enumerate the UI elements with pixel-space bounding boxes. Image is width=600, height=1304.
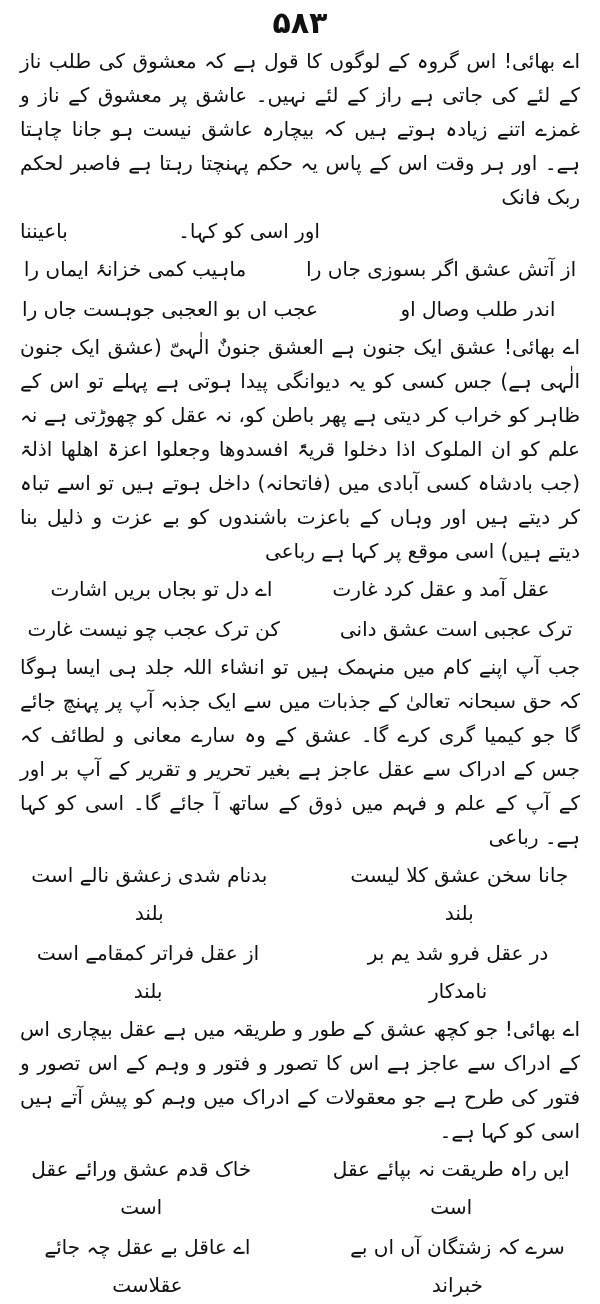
- poem-intro: اور اسی کو کہا۔: [178, 219, 320, 243]
- verse-line: [20, 1228, 580, 1304]
- verse-left-hemistich: خاک قدم عشق ورائے عقل است: [31, 1157, 252, 1219]
- verse-left-hemistich: کن ترک عجب چو نیست غارت: [27, 617, 280, 641]
- verse-line: [20, 1150, 580, 1226]
- verse-left-hemistich: عجب اں بو العجبی جوہست جاں را: [22, 297, 318, 321]
- verse-line: [20, 856, 580, 932]
- verse-left-hemistich: بدنام شدی زعشق نالے است بلند: [31, 863, 268, 925]
- verse-right-hemistich: جانا سخن عشق کلا لیست بلند: [350, 863, 569, 925]
- verse-right-hemistich: عقل آمد و عقل کرد غارت: [332, 577, 550, 601]
- paragraph: جب آپ اپنے کام میں منہمک ہیں تو انشاء اللہ جلد ہی ایسا ہوگا کہ حق سبحانہ تعالیٰ کے جذبات میں سے ایک جذبہ آپ پر پہنچ جائے گا جو کیمیا گری کرے گا۔ عشق کے وہ سارے معانی و لطائف کہ جس کے ادراک سے عقل عاجز ہے بغیر تحریر و تقریر کے آپ بر اور کے آپ کے علم و فہم میں ذوق کے ساتھ آ جائے گا۔ اسی کو کہا ہے۔ رباعی: [20, 655, 580, 849]
- quran-phrase-end: باعیننا: [20, 219, 68, 243]
- verse-right-hemistich: ترک عجبی است عشق دانی: [339, 617, 573, 641]
- page-text: [20, 44, 580, 1304]
- verse-right-hemistich: اندر طلب وصال او: [400, 297, 556, 321]
- verse-line: [20, 610, 580, 648]
- verse-left-hemistich: اے عاقل بے عقل چہ جائے عقلاست: [44, 1235, 251, 1297]
- paragraph-continuation: [20, 214, 580, 248]
- paragraph: اے بھائی! عشق ایک جنون ہے العشق جنونٌ الٰہیّ (عشق ایک جنون الٰہی ہے) جس کسی کو یہ دیوانگی پیدا ہوتی ہے پہلے تو اس کے ظاہر کو خراب کر دیتی ہے پھر باطن کو، نہ عقل کو چھوڑتی ہے نہ علم کو ان الملوک اذا دخلوا قریۃً افسدوھا وجعلوا اعزۃ اھلھا اذلۃ (جب بادشاہ کسی آبادی میں (فاتحانہ) داخل ہوتے ہیں تو اسے تباہ کر دیتے ہیں اور وہاں کے باعزت باشندوں کو بے عزت و ذلیل بنا دیتے ہیں) اسی موقع پر کہا ہے رباعی: [20, 335, 580, 563]
- verse-line: [20, 250, 580, 288]
- page-number: ۵۸۳: [272, 6, 328, 41]
- verse-line: [20, 934, 580, 1010]
- verse-right-hemistich: سرے کہ زشتگان آں اں بے خبراند: [350, 1235, 565, 1297]
- paragraph: اے بھائی! جو کچھ عشق کے طور و طریقہ میں ہے عقل بیچاری اس کے ادراک سے عاجز ہے اس کا تصور و فتور و وہم کے اس تصور و فتور کی طرح ہے جو معقولات کے ادراک میں وہم کو پیش آتے ہیں اسی کو کہا ہے۔: [20, 1017, 580, 1143]
- verse-left-hemistich: اے دل تو بجاں بریں اشارت: [50, 577, 273, 601]
- verse-right-hemistich: در عقل فرو شد یم بر نامدکار: [367, 941, 549, 1003]
- paragraph: اے بھائی! اس گروہ کے لوگوں کا قول ہے کہ معشوق کی طلب ناز کے لئے کی جاتی ہے راز کے لئے نہیں۔ عاشق پر معشوق کے ناز و غمزے اتنے زیادہ ہوتے ہیں کہ بیچارہ عاشق نیست ہو جانا چاہتا ہے۔ اور ہر وقت اس کے پاس یہ حکم پہنچتا رہتا ہے فاصبر لحکم ربک فانک: [20, 49, 580, 209]
- verse-left-hemistich: از عقل فراتر کمقامے است بلند: [36, 941, 260, 1003]
- verse-left-hemistich: ماہیب کمی خزانۂ ایماں را: [23, 257, 247, 281]
- verse-line: [20, 570, 580, 608]
- verse-right-hemistich: از آتش عشق اگر بسوزی جاں را: [306, 257, 577, 281]
- verse-line: [20, 290, 580, 328]
- verse-right-hemistich: ایں راہ طریقت نہ بپائے عقل است: [332, 1157, 570, 1219]
